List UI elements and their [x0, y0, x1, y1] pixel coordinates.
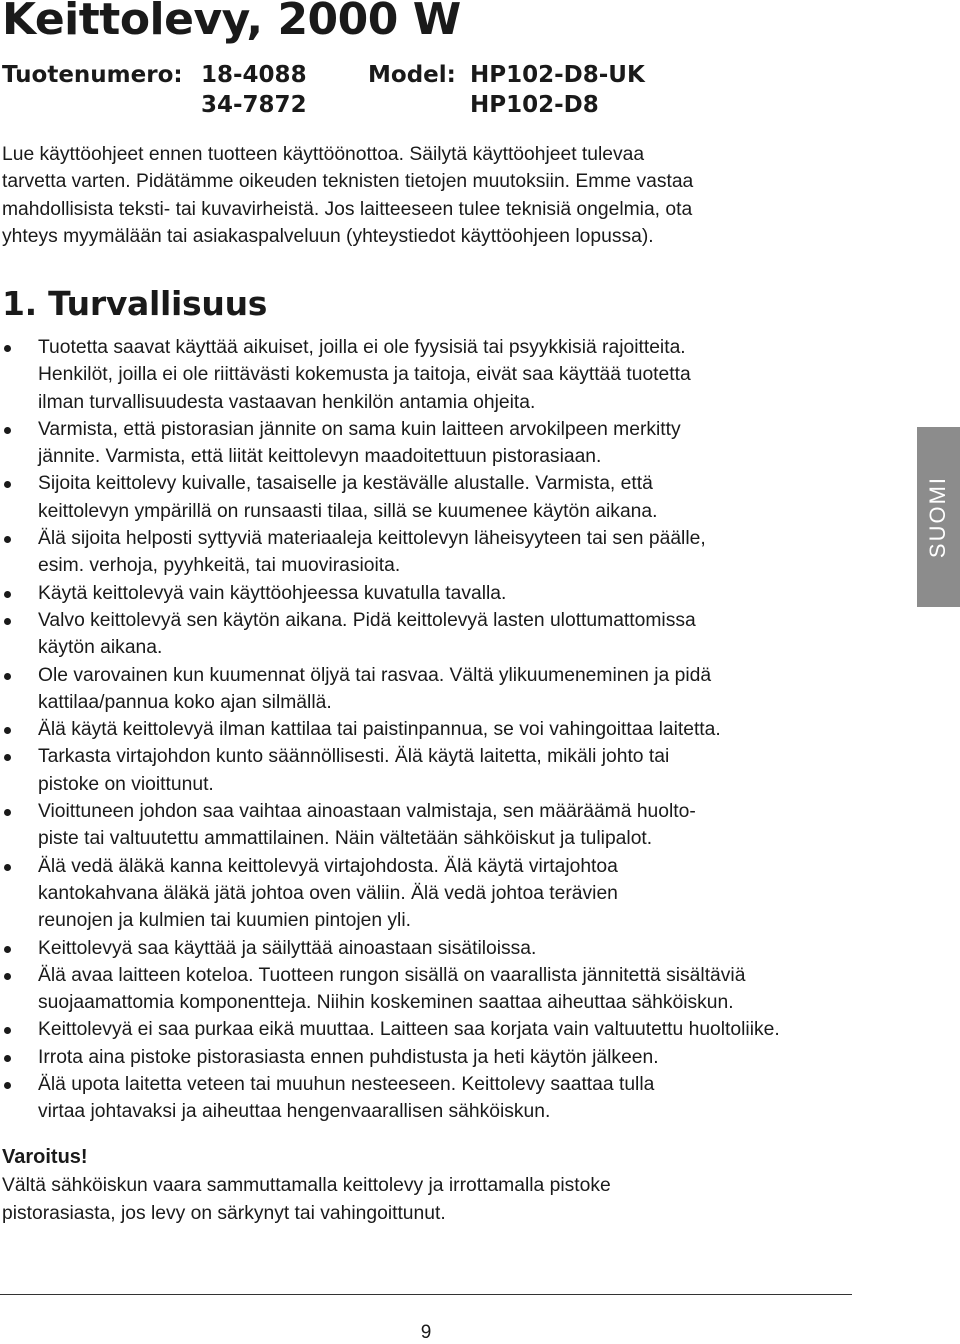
page-title: Keittolevy, 2000 W — [2, 0, 461, 45]
list-item — [0, 1016, 850, 1043]
list-item-line: Älä upota laitetta veteen tai muuhun nesteeseen. Keittolevy saattaa tulla — [38, 1074, 655, 1096]
warning-line: pistorasiasta, jos levy on särkynyt tai vahingoittunut. — [2, 1203, 446, 1224]
language-tab-label: SUOMI — [925, 475, 951, 559]
list-item-line: piste tai valtuutettu ammattilainen. Näin vältetään sähköiskut ja tulipalot. — [38, 828, 653, 850]
bullet-icon — [4, 809, 11, 816]
list-item-line: Valvo keittolevyä sen käytön aikana. Pidä keittolevyä lasten ulottumattomissa — [38, 609, 696, 631]
intro-line: mahdollisista teksti- tai kuvavirheistä. Jos laitteeseen tulee teknisiä ongelmia, ota — [2, 198, 693, 220]
list-item-line: Keittolevyä ei saa purkaa eikä muuttaa. Laitteen saa korjata vain valtuutettu huoltoliike. — [38, 1019, 780, 1041]
list-item-line: Käytä keittolevyä vain käyttöohjeessa kuvatulla tavalla. — [38, 582, 507, 604]
list-item-line: Älä vedä äläkä kanna keittolevyä virtajohdosta. Älä käytä virtajohtoa — [38, 855, 618, 877]
safety-list — [0, 334, 850, 1126]
list-item-line: jännite. Varmista, että liität keittolevyn maadoitettuun pistorasiaan. — [38, 446, 602, 468]
section-heading: 1. Turvallisuus — [2, 284, 268, 323]
list-item — [0, 853, 850, 935]
list-item-line: kattilaa/pannua koko ajan silmällä. — [38, 691, 332, 713]
bullet-icon — [4, 973, 11, 980]
list-item — [0, 580, 850, 607]
list-item — [0, 607, 850, 662]
list-item-line: Keittolevyä saa käyttää ja säilyttää ainoastaan sisätiloissa. — [38, 937, 537, 959]
bullet-icon — [4, 1027, 11, 1034]
list-item-line: Varmista, että pistorasian jännite on sama kuin laitteen arvokilpeen merkitty — [38, 418, 681, 440]
list-item-line: Älä avaa laitteen koteloa. Tuotteen rungon sisällä on vaarallista jännitettä sisältäviä — [38, 964, 746, 986]
bullet-icon — [4, 864, 11, 871]
list-item-line: Sijoita keittolevy kuivalle, tasaiselle ja kestävälle alustalle. Varmista, että — [38, 473, 653, 495]
bullet-icon — [4, 754, 11, 761]
bullet-icon — [4, 618, 11, 625]
bullet-icon — [4, 727, 11, 734]
intro-line: Lue käyttöohjeet ennen tuotteen käyttöönottoa. Säilytä käyttöohjeet tulevaa — [2, 144, 645, 165]
list-item-line: ilman turvallisuudesta vastaavan henkilön antamia ohjeita. — [38, 391, 536, 413]
bullet-icon — [4, 427, 11, 434]
list-item-line: Tuotetta saavat käyttää aikuiset, joilla ei ole fyysisiä tai psyykkisiä rajoitteita. — [38, 337, 686, 358]
list-item — [0, 935, 850, 962]
list-item-line: Ole varovainen kun kuumennat öljyä tai rasvaa. Vältä ylikuumeneminen ja pidä — [38, 664, 712, 686]
footer-divider — [0, 1294, 852, 1295]
intro-line: tarvetta varten. Pidätämme oikeuden teknisten tietojen muutoksiin. Emme vastaa — [2, 171, 694, 193]
product-number: 18-4088 — [201, 62, 307, 88]
list-item-line: esim. verhoja, pyyhkeitä, tai muovirasioita. — [38, 555, 401, 577]
list-item — [0, 662, 850, 717]
bullet-icon — [4, 536, 11, 543]
list-item-line: käytön aikana. — [38, 637, 163, 659]
intro-line: yhteys myymälään tai asiakaspalveluun (yhteystiedot käyttöohjeen lopussa). — [2, 225, 654, 247]
list-item — [0, 525, 850, 580]
bullet-icon — [4, 946, 11, 953]
list-item-line: reunojen ja kulmien tai kuumien pintojen yli. — [38, 910, 411, 932]
list-item-line: virtaa johtavaksi ja aiheuttaa hengenvaarallisen sähköiskun. — [38, 1101, 551, 1123]
intro-paragraph — [2, 141, 802, 250]
list-item — [0, 716, 850, 743]
list-item — [0, 416, 850, 471]
list-item — [0, 1044, 850, 1071]
list-item-line: Henkilöt, joilla ei ole riittävästi kokemusta ja taitoja, eivät saa käyttää tuotetta — [38, 364, 691, 386]
model-number: HP102-D8-UK — [470, 62, 645, 88]
list-item — [0, 1071, 850, 1126]
list-item — [0, 334, 850, 416]
page-number: 9 — [420, 1322, 432, 1343]
list-item-line: suojaamattomia komponentteja. Niihin koskeminen saattaa aiheuttaa sähköiskun. — [38, 992, 734, 1014]
list-item-line: pistoke on vioittunut. — [38, 773, 214, 795]
product-number: 34-7872 — [201, 92, 307, 118]
list-item — [0, 470, 850, 525]
bullet-icon — [4, 481, 11, 488]
list-item-line: Irrota aina pistoke pistorasiasta ennen puhdistusta ja heti käytön jälkeen. — [38, 1046, 659, 1068]
bullet-icon — [4, 345, 11, 352]
list-item-line: kantokahvana äläkä jätä johtoa oven väliin. Älä vedä johtoa terävien — [38, 882, 618, 904]
list-item — [0, 962, 850, 1017]
list-item-line: Tarkasta virtajohdon kunto säännöllisesti. Älä käytä laitetta, mikäli johto tai — [38, 746, 670, 768]
warning-title: Varoitus! — [2, 1146, 88, 1168]
model-number: HP102-D8 — [470, 92, 599, 118]
bullet-icon — [4, 1055, 11, 1062]
warning-text — [2, 1172, 762, 1228]
list-item-line: keittolevyn ympärillä on runsaasti tilaa, sillä se kuumenee käytön aikana. — [38, 500, 658, 522]
warning-line: Vältä sähköiskun vaara sammuttamalla keittolevy ja irrottamalla pistoke — [2, 1175, 611, 1196]
list-item-line: Älä käytä keittolevyä ilman kattilaa tai paistinpannua, se voi vahingoittaa laitetta. — [38, 719, 721, 741]
bullet-icon — [4, 1082, 11, 1089]
list-item-line: Vioittuneen johdon saa vaihtaa ainoastaan valmistaja, sen määräämä huolto- — [38, 801, 696, 823]
bullet-icon — [4, 591, 11, 598]
bullet-icon — [4, 673, 11, 680]
list-item — [0, 743, 850, 798]
list-item — [0, 798, 850, 853]
product-number-label: Tuotenumero: — [2, 62, 183, 88]
model-label: Model: — [368, 62, 456, 88]
language-tab — [917, 427, 960, 607]
list-item-line: Älä sijoita helposti syttyviä materiaaleja keittolevyn läheisyyteen tai sen päälle, — [38, 528, 706, 550]
